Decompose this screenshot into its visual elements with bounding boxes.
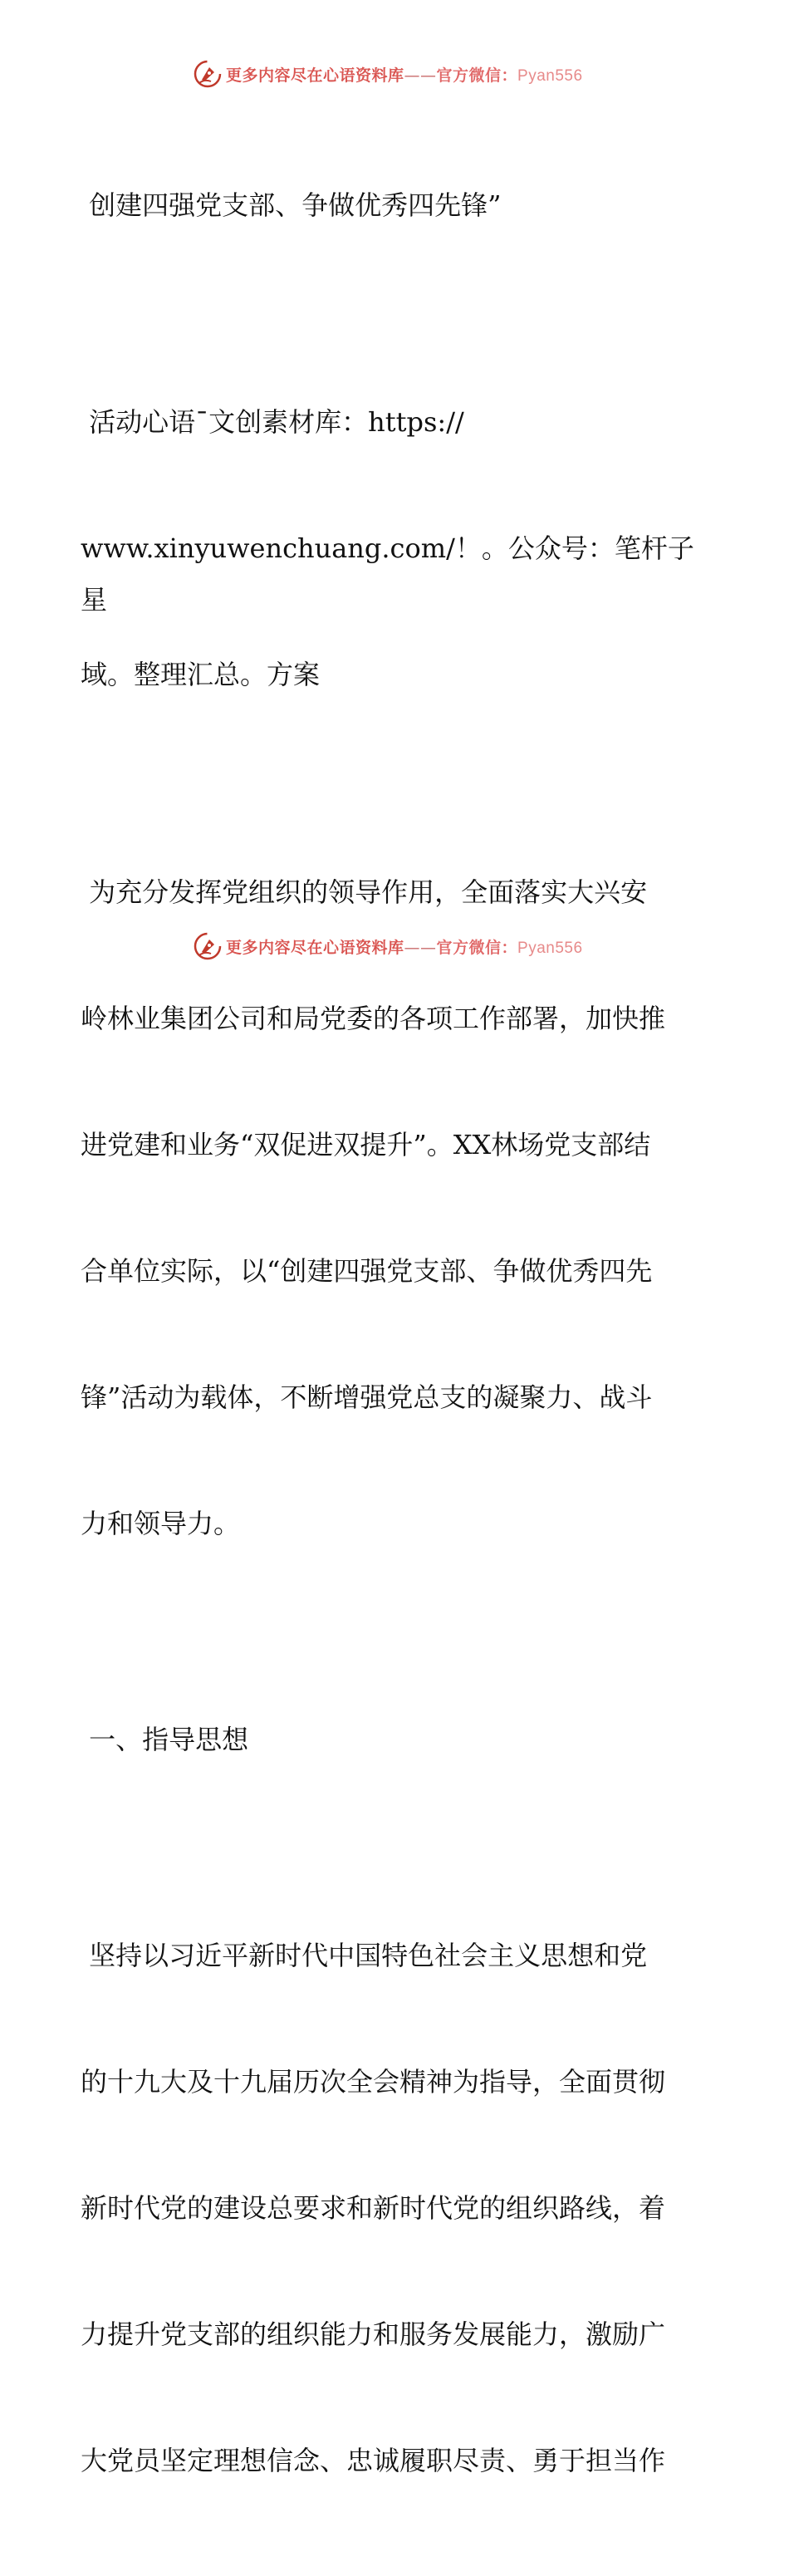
- body-line: 的十九大及十九届历次全会精神为指导，全面贯彻: [81, 2066, 666, 2098]
- body-line: 进党建和业务“双促进双提升”。XX林场党支部结: [81, 1129, 651, 1160]
- section-heading: 一、指导思想: [81, 1724, 249, 1755]
- paragraph-1: [81, 792, 712, 1624]
- body-line: 大党员坚定理想信念、忠诚履职尽责、勇于担当作: [81, 2445, 666, 2476]
- paragraph-2: [81, 1855, 712, 2561]
- intro-line: 域。整理汇总。方案: [81, 659, 321, 690]
- watermark-text: 更多内容尽在心语资料库——官方微信：Pyan556: [226, 938, 583, 957]
- document-title: 创建四强党支部、争做优秀四先锋”: [81, 189, 502, 221]
- watermark-banner-bottom: [193, 931, 583, 961]
- body-line: 合单位实际，以“创建四强党支部、争做优秀四先: [81, 1255, 653, 1287]
- body-line: 力和领导力。: [81, 1508, 241, 1539]
- body-line: 力提升党支部的组织能力和服务发展能力，激励广: [81, 2318, 666, 2350]
- pen-nib-logo-icon: [193, 59, 223, 89]
- intro-paragraph: [81, 321, 712, 775]
- body-line: 为充分发挥党组织的领导作用，全面落实大兴安: [81, 876, 648, 908]
- intro-line: www.xinyuwenchuang.com/！。公众号：笔杆子星: [81, 532, 694, 616]
- pen-nib-logo-icon: [193, 931, 223, 961]
- body-line: 新时代党的建设总要求和新时代党的组织路线，着: [81, 2192, 666, 2224]
- watermark-text: 更多内容尽在心语资料库——官方微信：Pyan556: [226, 66, 583, 85]
- body-line: 坚持以习近平新时代中国特色社会主义思想和党: [81, 1940, 648, 1971]
- body-line: 岭林业集团公司和局党委的各项工作部署，加快推: [81, 1003, 666, 1034]
- body-line: 锋”活动为载体，不断增强党总支的凝聚力、战斗: [81, 1381, 653, 1413]
- intro-line: 活动心语¯文创素材库：https://: [81, 406, 464, 438]
- document-body: [81, 105, 712, 2576]
- watermark-banner-top: [193, 59, 583, 89]
